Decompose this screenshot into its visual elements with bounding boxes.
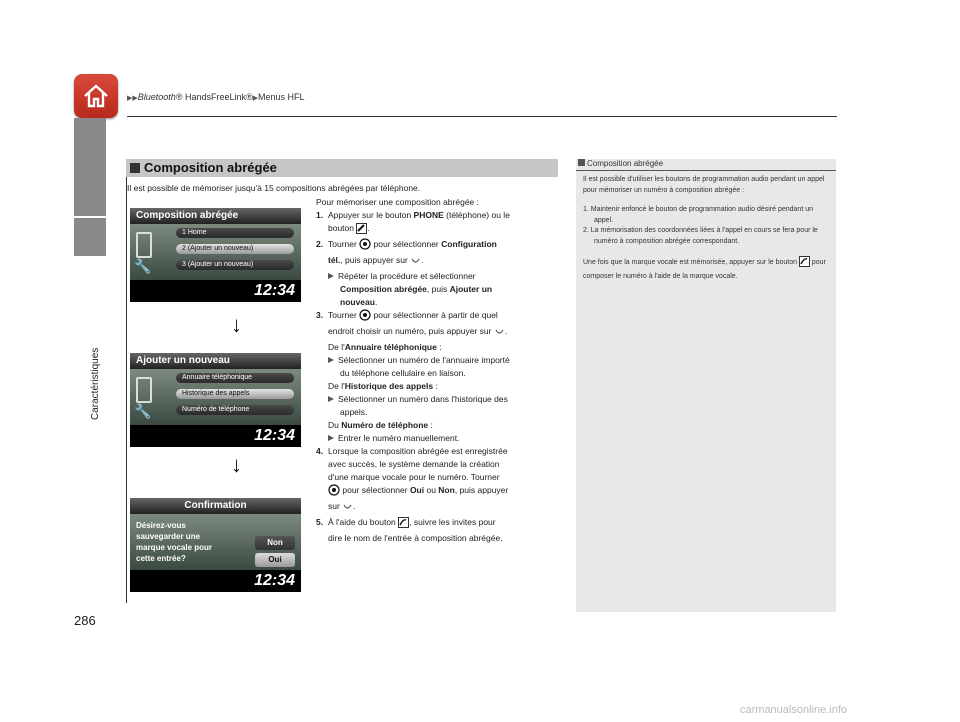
no-button: Non xyxy=(255,536,295,550)
phone-icon xyxy=(136,377,152,403)
sidebar-title: Composition abrégée xyxy=(578,159,663,168)
page-number: 286 xyxy=(74,613,96,628)
watermark: carmanualsonline.info xyxy=(740,704,848,716)
chapter-label: Caractéristiques xyxy=(90,347,101,420)
clock: 12:34 xyxy=(130,570,301,592)
section-intro: Il est possible de mémoriser jusqu'à 15 compositions abrégées par téléphone. xyxy=(127,183,421,193)
screen-header: Ajouter un nouveau xyxy=(130,353,301,369)
press-icon xyxy=(494,326,505,341)
list-item: 3 (Ajouter un nouveau) xyxy=(176,260,294,270)
screen-speed-dial xyxy=(130,208,301,302)
pickup-icon xyxy=(356,223,367,238)
breadcrumb: ▶▶Bluetooth® HandsFreeLink®▶Menus HFL xyxy=(127,92,305,102)
section-rule xyxy=(126,177,127,603)
section-title: Composition abrégée xyxy=(126,159,558,177)
list-item: Numéro de téléphone xyxy=(176,405,294,415)
talk-icon xyxy=(799,256,810,272)
clock: 12:34 xyxy=(130,280,301,302)
home-icon[interactable] xyxy=(74,74,118,118)
yes-button: Oui xyxy=(255,553,295,567)
screen-header: Composition abrégée xyxy=(130,208,301,224)
list-item: Annuaire téléphonique xyxy=(176,373,294,383)
side-tab-active xyxy=(74,218,106,256)
wrench-icon: 🔧 xyxy=(134,258,152,274)
side-tab xyxy=(74,118,106,216)
screen-confirmation xyxy=(130,498,301,592)
arrow-down-icon: ↓ xyxy=(231,312,242,337)
clock: 12:34 xyxy=(130,425,301,447)
instruction-steps: Pour mémoriser une composition abrégée : 1. Appuyer sur le bouton PHONE (téléphone) ou le bouton . 2. Tourner pour sélectionner Configuration tél., puis appuyer sur . Répéter la procédure et sélectionner Composition abrégée, puis Ajouter un nouveau. 3. Tourner pour sélectionner à partir de quel endroit choisir un numéro, puis appuyer sur . De l'Annuaire téléphonique : Sélectionner un numéro de l'annuaire importé du téléphone cellulaire en liaison. De l'Historique des appels : Sélectionner un numéro dans l'historique des appels. Du Numéro de téléphone : Entrer le numéro manuellement. 4. Lorsque la composition abrégée est enregistrée avec succès, le système demande la création d'une marque vocale pour le numéro. Tourner pour sélectionner Oui ou Non, puis appuyer sur . 5. À l'aide du bouton , suivre les invites pour dire le nom de l'entrée à composition abrégée. xyxy=(316,197,510,543)
talk-icon xyxy=(398,517,409,532)
list-item: 2 (Ajouter un nouveau) xyxy=(176,244,294,254)
wrench-icon: 🔧 xyxy=(134,403,152,419)
confirmation-message: Désirez-vous sauvegarder une marque vocale pour cette entrée? xyxy=(136,521,213,563)
screen-add-new xyxy=(130,353,301,447)
press-icon xyxy=(410,255,421,270)
press-icon xyxy=(342,501,353,516)
sidebar-body: Il est possible d'utiliser les boutons de programmation audio pendant un appel pour mémoriser un numéro à composition abrégée : 1. Maintenir enfoncé le bouton de programmation audio désiré pendant un appel. 2. La mémorisation des coordonnées liées à l'appel en cours se fera pour le numéro à composition abrégée correspondant. Une fois que la marque vocale est mémorisée, appuyer sur le bouton pour composer le numéro à l'aide de la marque vocale. xyxy=(583,176,826,280)
arrow-down-icon: ↓ xyxy=(231,452,242,477)
selector-knob-icon xyxy=(328,484,340,500)
header-rule xyxy=(127,116,837,117)
selector-knob-icon xyxy=(359,309,371,325)
list-item: Historique des appels xyxy=(176,389,294,399)
phone-icon xyxy=(136,232,152,258)
sidebar-rule xyxy=(576,170,836,171)
list-item: 1 Home xyxy=(176,228,294,238)
selector-knob-icon xyxy=(359,238,371,254)
screen-header: Confirmation xyxy=(130,498,301,514)
